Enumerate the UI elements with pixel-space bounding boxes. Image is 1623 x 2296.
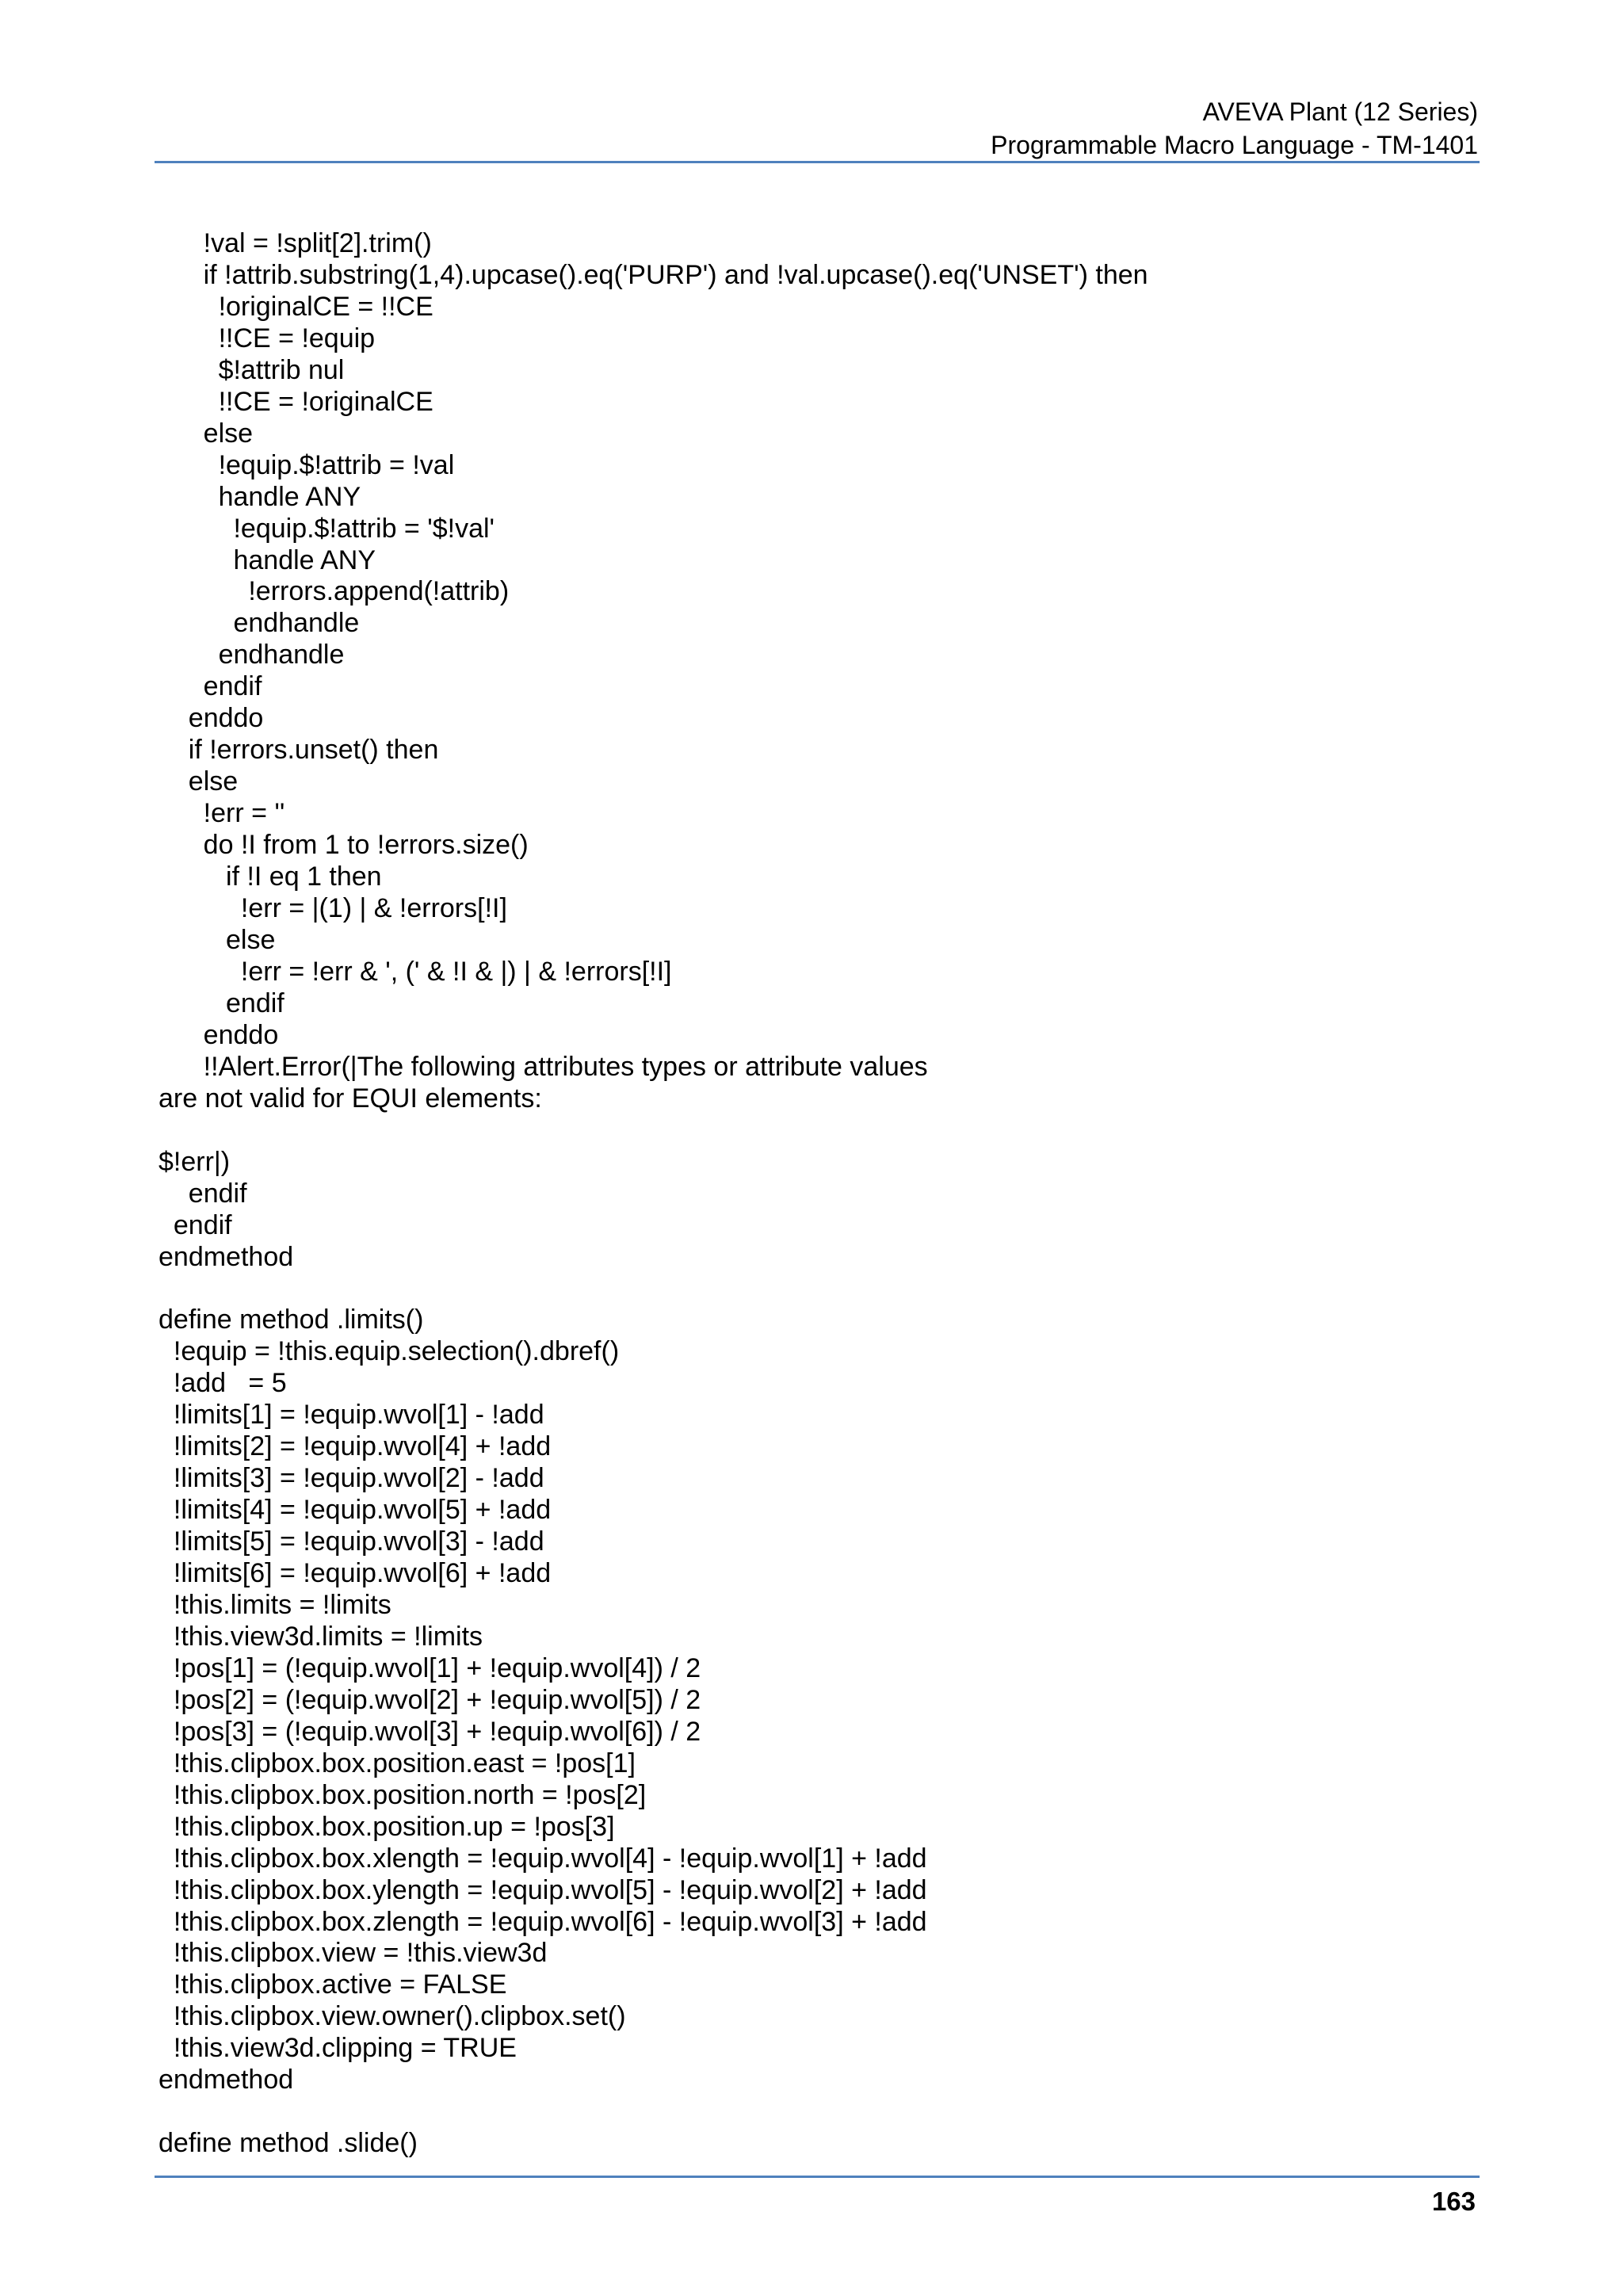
header-subtitle: Programmable Macro Language - TM-1401 [991,131,1478,159]
footer-divider [155,2176,1480,2178]
header-title: AVEVA Plant (12 Series) [1202,97,1478,126]
header-divider [155,161,1480,163]
page-header [155,95,1478,162]
code-listing: !val = !split[2].trim() if !attrib.substring(1,4).upcase().eq('PURP') and !val.upcase().eq('UNSET') then !originalCE = !!CE !!CE = !equip $!attrib nul !!CE = !originalCE else !equip.$!attrib = !val handle ANY !equip.$!attrib = '$!val' handle ANY !errors.append(!attrib) endhandle endhandle endif enddo if !errors.unset() then else !err = '' do !I from 1 to !errors.size() if !I eq 1 then !err = |(1) | & !errors[!I] else !err = !err & ', (' & !I & |) | & !errors[!I] endif enddo !!Alert.Error(|The following attributes types or attribute values are not valid for EQUI elements: $!err|) endif endif endmethod define method .limits() !equip = !this.equip.selection().dbref() !add = 5 !limits[1] = !equip.wvol[1] - !add !limits[2] = !equip.wvol[4] + !add !limits[3] = !equip.wvol[2] - !add !limits[4] = !equip.wvol[5] + !add !limits[5] = !equip.wvol[3] - !add !limits[6] = !equip.wvol[6] + !add !this.limits = !limits !this.view3d.limits = !limits !pos[1] = (!equip.wvol[1] + !equip.wvol[4]) / 2 !pos[2] = (!equip.wvol[2] + !equip.wvol[5]) / 2 !pos[3] = (!equip.wvol[3] + !equip.wvol[6]) / 2 !this.clipbox.box.position.east = !pos[1] !this.clipbox.box.position.north = !pos[2] !this.clipbox.box.position.up = !pos[3] !this.clipbox.box.xlength = !equip.wvol[4] - !equip.wvol[1] + !add !this.clipbox.box.ylength = !equip.wvol[5] - !equip.wvol[2] + !add !this.clipbox.box.zlength = !equip.wvol[6] - !equip.wvol[3] + !add !this.clipbox.view = !this.view3d !this.clipbox.active = FALSE !this.clipbox.view.owner().clipbox.set() !this.view3d.clipping = TRUE endmethod define method .slide() [158,228,1148,2159]
page-number: 163 [1431,2187,1476,2216]
